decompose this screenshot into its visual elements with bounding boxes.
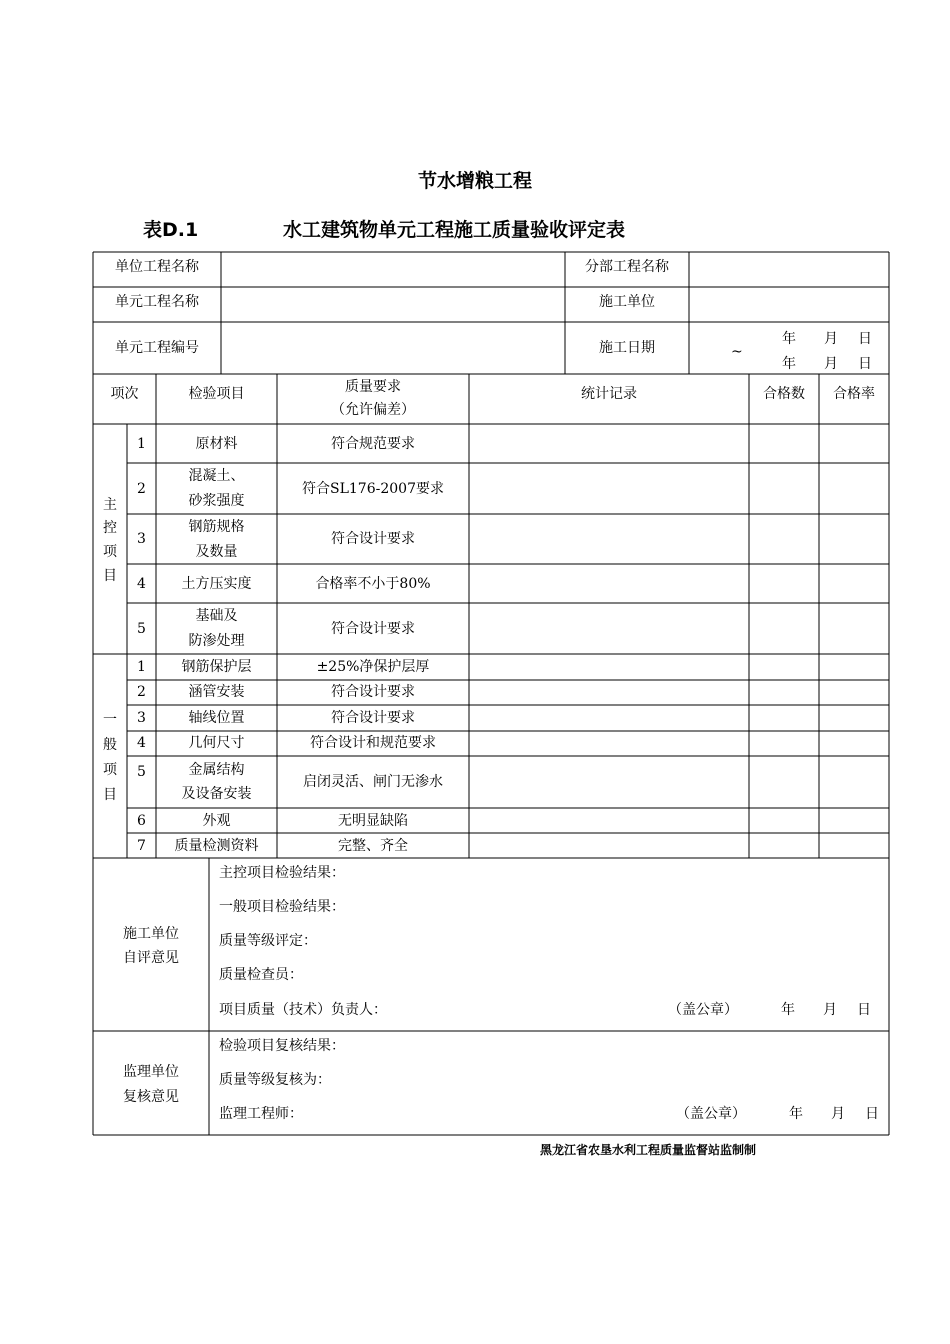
table-number: 表D.1 [143,219,199,241]
contractor-sign-day: 日 [857,1002,871,1018]
table-title: 水工建筑物单元工程施工质量验收评定表 [283,219,626,241]
contractor-sign-month: 月 [823,1002,837,1018]
sub-project-label: 分部工程名称 [585,259,669,275]
review-check-result: 检验项目复核结果： [219,1038,345,1054]
main-check-result: 主控项目检验结果： [219,865,345,881]
contractor-sign-year: 年 [781,1002,795,1018]
contractor-seal: （盖公章） [668,1002,738,1018]
supervisor-sign-day: 日 [865,1106,879,1122]
col-pass-count: 合格数 [763,386,805,402]
col-requirement-line2: （允许偏差） [331,402,415,418]
col-seq: 项次 [110,386,139,402]
col-record: 统计记录 [581,386,637,402]
supervisor-sign-year: 年 [789,1106,803,1122]
date-start-year: 年 [782,331,796,347]
supervisor-opinion-label-line2: 复核意见 [123,1089,179,1105]
supervising-engineer: 监理工程师： [219,1106,303,1122]
date-label: 施工日期 [599,340,655,356]
document-title: 节水增粮工程 [417,170,532,192]
review-grade: 质量等级复核为： [219,1072,331,1088]
supervisor-opinion-label-line1: 监理单位 [123,1064,179,1080]
contractor-opinion-label-line2: 自评意见 [123,950,179,966]
quality-lead: 项目质量（技术）负责人： [219,1002,387,1018]
contractor-opinion-label-line1: 施工单位 [123,926,179,942]
col-requirement-line1: 质量要求 [345,379,401,395]
date-end-month: 月 [824,356,838,372]
supervisor-sign-month: 月 [831,1106,845,1122]
col-pass-rate: 合格率 [833,386,875,402]
element-project-label: 单元工程名称 [115,294,199,310]
general-check-result: 一般项目检验结果： [219,899,345,915]
element-no-label: 单元工程编号 [115,340,199,356]
date-separator: ~ [731,344,743,360]
issuer-footer: 黑龙江省农垦水利工程质量监督站监制制 [540,1143,757,1157]
date-end-year: 年 [782,356,796,372]
unit-project-label: 单位工程名称 [115,259,199,275]
col-item: 检验项目 [188,386,245,402]
quality-grade: 质量等级评定： [219,933,317,949]
date-start-month: 月 [824,331,838,347]
contractor-label: 施工单位 [599,294,655,310]
supervisor-seal: （盖公章） [676,1106,746,1122]
date-start-day: 日 [858,331,872,347]
date-end-day: 日 [858,356,872,372]
quality-inspector: 质量检查员： [219,967,303,983]
